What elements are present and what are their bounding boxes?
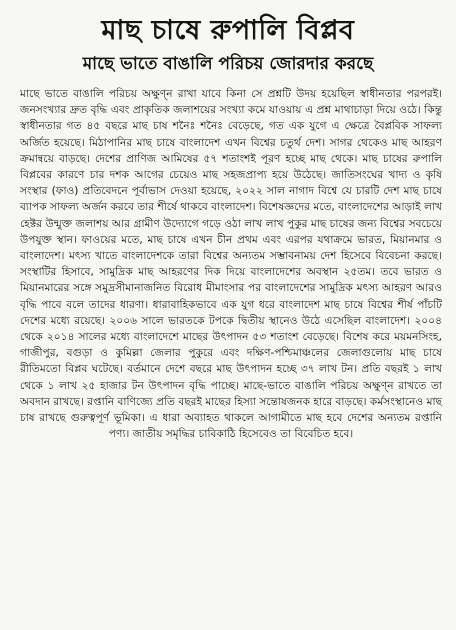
headline: মাছ চাষে রুপালি বিপ্লব	[101, 15, 355, 46]
subheadline: মাছে ভাতে বাঙালি পরিচয় জোরদার করছে	[82, 54, 374, 74]
article-paragraph: মাছে ভাতে বাঙালি পরিচয় অক্ষুণ্ন রাখা যাবে কিনা সে প্রশ্নটি উদয় হয়েছিল স্বাধীনতার পরপরই। জনসংখ্যার দ্রুত বৃদ্ধি এবং প্রাকৃতিক জলাশয়ের সংখ্যা কমে যাওয়ায় এ প্রশ্ন মাথাচাড়া দিয়ে ওঠে। কিন্তু স্বাধীনতার গত ৪৫ বছরে মাছ চাষ শনৈঃ শনৈঃ বেড়েছে, গত এক যুগে এ ক্ষেত্রে বৈপ্লবিক সাফল্য অর্জিত হয়েছে। মিঠাপানির মাছ চাষে বাংলাদেশ এখন বিশ্বের চতুর্থ দেশ। সাগর থেকেও মাছ আহরণ ক্রমান্বয়ে বাড়ছে। দেশের প্রাণিজ আমিষের ৫৭ শতাংশই পূরণ হচ্ছে মাছ থেকে। মাছ চাষের রুপালি বিপ্লবের কারণে চার দশক আগের চেয়েও মাছ সহজপ্রাপ্য হয়ে উঠেছে। জাতিসংঘের খাদ্য ও কৃষি সংস্থার (ফাও) প্রতিবেদনে পূর্বাভাস দেওয়া হয়েছে, ২০২২ সাল নাগাদ বিশ্বে যে চারটি দেশ মাছ চাষে ব্যাপক সাফল্য অর্জন করবে তার শীর্ষে থাকবে বাংলাদেশ। বিশেষজ্ঞদের মতে, বাংলাদেশের আড়াই লাখ হেক্টর উন্মুক্ত জলাশয় আর গ্রামীণ উদ্যোগে গড়ে ওঠা লাখ লাখ পুকুর মাছ চাষের জন্য বিশ্বের সবচেয়ে উপযুক্ত স্থান। ফাওয়ের মতে, মাছ চাষে এখন চীন প্রথম এবং এরপর যথাক্রমে ভারত, মিয়ানমার ও বাংলাদেশ। মৎস্য খাতে বাংলাদেশকে তারা বিশ্বের অন্যতম সম্ভাবনাময় দেশ হিসেবে বিবেচনা করছে। সংস্থাটির হিসাবে, সামুদ্রিক মাছ আহরণের দিক দিয়ে বাংলাদেশের অবস্থান ২৫তম। তবে ভারত ও মিয়ানমারের সঙ্গে সমুদ্রসীমানাজনিত বিরোধ মীমাংসার পর বাংলাদেশের সামুদ্রিক মৎস্য আহরণ আরও বৃদ্ধি পাবে বলে তাদের ধারণা। ধারাবাহিকভাবে এক যুগ ধরে বাংলাদেশ মাছ চাষে বিশ্বের শীর্ষ পাঁচটি দেশের মধ্যে রয়েছে। ২০০৬ সালে ভারতকে টপকে দ্বিতীয় স্থানেও উঠে এসেছিল বাংলাদেশ। ২০০৪ থেকে ২০১৪ সালের মধ্যে বাংলাদেশে মাছের উৎপাদন ৫৩ শতাংশ বেড়েছে। বিশেষ করে ময়মনসিংহ, গাজীপুর, বগুড়া ও কুমিল্লা জেলার পুকুরে এবং দক্ষিণ-পশ্চিমাঞ্চলের জেলাগুলোয় মাছ চাষে রীতিমতো বিপ্লব ঘটেছে। বর্তমানে দেশে বছরে মাছ উৎপাদন হচ্ছে ৩৭ লাখ টন। প্রতি বছরই ১ লাখ থেকে ১ লাখ ২৫ হাজার টন উৎপাদন বৃদ্ধি পাচ্ছে। মাছে-ভাতে বাঙালি পরিচয় অক্ষুণ্ন রাখতে তা অবদান রাখছে। রপ্তানি বাণিজ্যে প্রতি বছরই মাছের হিস্যা সন্তোষজনক হারে বাড়ছে। কর্মসংস্থানেও মাছ চাষ রাখছে গুরুত্বপূর্ণ ভূমিকা। এ ধারা অব্যাহত থাকলে আগামীতে মাছ হবে দেশের অন্যতম রপ্তানি পণ্য। জাতীয় সমৃদ্ধির চাবিকাঠি হিসেবেও তা বিবেচিত হবে।	[20, 88, 442, 441]
article-body	[20, 86, 442, 442]
